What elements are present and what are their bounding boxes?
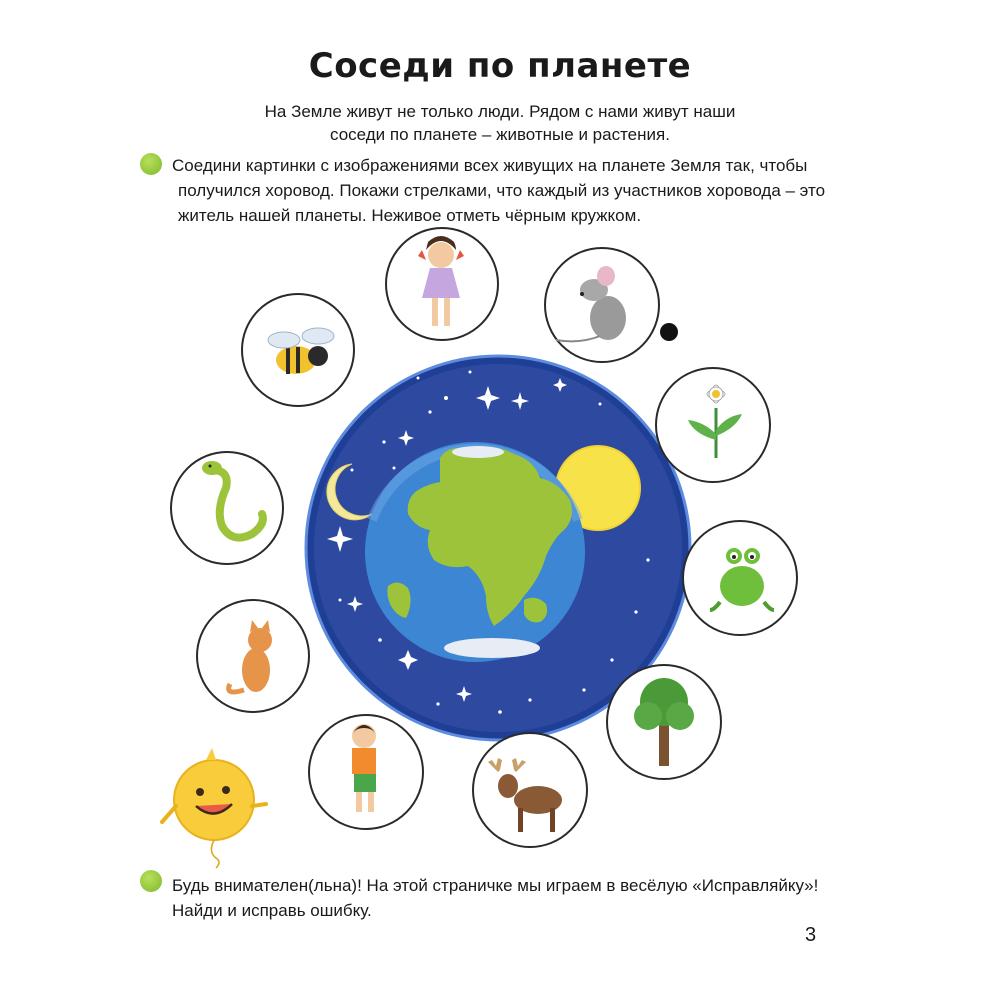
intro-line-1: На Земле живут не только люди. Рядом с нами живут наши [264, 102, 736, 121]
page-title: Соседи по планете [308, 46, 692, 86]
picture-moose[interactable] [473, 733, 587, 847]
picture-boy[interactable] [309, 715, 423, 829]
picture-girl[interactable] [386, 228, 498, 340]
task-2-line-1: Будь внимателен(льна)! На этой страничке мы играем в весёлую «Исправляйку»! [172, 876, 819, 895]
page-number: 3 [805, 924, 817, 946]
task-2-text [140, 873, 860, 923]
picture-tree[interactable] [607, 665, 721, 779]
earth-globe [365, 442, 585, 662]
task-1-line-2: получился хоровод. Покажи стрелками, что каждый из участников хоровода – это [178, 181, 826, 200]
picture-cat[interactable] [197, 600, 309, 712]
task-1-line-3: житель нашей планеты. Неживое отметь чёрным кружком. [178, 206, 642, 225]
picture-bee[interactable] [242, 294, 354, 406]
black-mark [660, 323, 678, 341]
picture-daisy[interactable] [656, 368, 770, 482]
picture-frog[interactable] [683, 521, 797, 635]
task-1-line-1: Соедини картинки с изображениями всех живущих на планете Земля так, чтобы [172, 156, 808, 175]
picture-snake[interactable] [171, 452, 283, 564]
task-2-line-2: Найди и исправь ошибку. [172, 901, 372, 920]
smiley-balloon-icon [162, 748, 266, 868]
intro-line-2: соседи по планете – животные и растения. [330, 125, 670, 144]
picture-mouse[interactable] [545, 248, 659, 362]
